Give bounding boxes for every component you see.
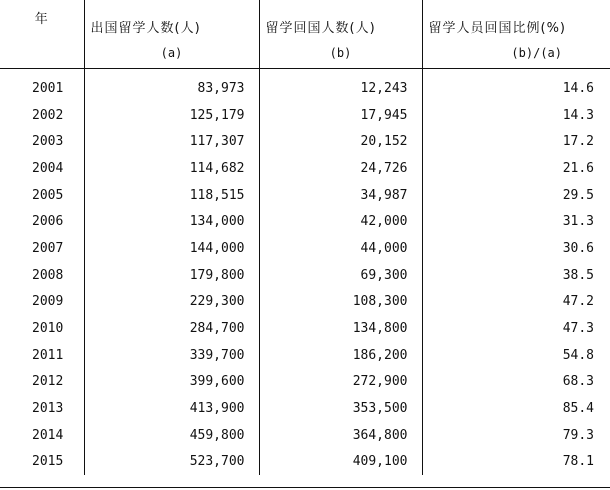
year-cell: 2003 <box>32 134 64 150</box>
year-cell: 2002 <box>32 107 64 123</box>
outbound-cell: 125,179 <box>84 102 259 129</box>
table-row <box>0 208 610 235</box>
returned-cell: 186,200 <box>259 342 422 369</box>
year-cell: 2009 <box>32 294 64 310</box>
outbound-cell: 117,307 <box>84 128 259 155</box>
returned-cell: 409,100 <box>259 449 422 476</box>
year-cell: 2014 <box>32 427 64 443</box>
table-row <box>0 262 610 289</box>
year-cell: 2005 <box>32 187 64 203</box>
returned-cell: 20,152 <box>259 128 422 155</box>
ratio-cell: 79.3 <box>422 422 610 449</box>
returned-cell: 353,500 <box>259 395 422 422</box>
returned-cell: 44,000 <box>259 235 422 262</box>
table-row <box>0 289 610 316</box>
outbound-cell: 134,000 <box>84 208 259 235</box>
outbound-cell: 114,682 <box>84 155 259 182</box>
ratio-cell: 30.6 <box>422 235 610 262</box>
returned-cell: 34,987 <box>259 182 422 209</box>
ratio-cell: 68.3 <box>422 369 610 396</box>
ratio-cell: 31.3 <box>422 208 610 235</box>
ratio-cell: 54.8 <box>422 342 610 369</box>
header-year-sub-empty <box>0 38 84 69</box>
outbound-cell: 399,600 <box>84 369 259 396</box>
table-row <box>0 182 610 209</box>
returned-cell: 24,726 <box>259 155 422 182</box>
ratio-cell: 14.6 <box>422 69 610 102</box>
header-returned: 留学回国人数(人) <box>259 0 422 38</box>
table-bottom-rule <box>0 487 610 488</box>
year-cell: 2011 <box>32 347 64 363</box>
year-cell: 2001 <box>32 80 64 96</box>
ratio-cell: 47.3 <box>422 315 610 342</box>
returned-cell: 12,243 <box>259 69 422 102</box>
table-row <box>0 422 610 449</box>
outbound-cell: 459,800 <box>84 422 259 449</box>
outbound-cell: 144,000 <box>84 235 259 262</box>
year-cell: 2012 <box>32 374 64 390</box>
ratio-cell: 17.2 <box>422 128 610 155</box>
outbound-cell: 523,700 <box>84 449 259 476</box>
ratio-cell: 78.1 <box>422 449 610 476</box>
outbound-cell: 83,973 <box>84 69 259 102</box>
table-row <box>0 102 610 129</box>
outbound-cell: 229,300 <box>84 289 259 316</box>
returned-cell: 42,000 <box>259 208 422 235</box>
table-row <box>0 128 610 155</box>
table-row <box>0 342 610 369</box>
returned-cell: 108,300 <box>259 289 422 316</box>
year-cell: 2010 <box>32 321 64 337</box>
outbound-cell: 118,515 <box>84 182 259 209</box>
year-cell: 2006 <box>32 214 64 230</box>
year-cell: 2013 <box>32 401 64 417</box>
header-row-main <box>0 0 610 38</box>
header-outbound-sub: (a) <box>84 38 259 69</box>
outbound-cell: 179,800 <box>84 262 259 289</box>
ratio-cell: 29.5 <box>422 182 610 209</box>
table-row <box>0 235 610 262</box>
table-row <box>0 155 610 182</box>
ratio-cell: 14.3 <box>422 102 610 129</box>
year-cell: 2004 <box>32 160 64 176</box>
header-outbound: 出国留学人数(人) <box>84 0 259 38</box>
ratio-cell: 21.6 <box>422 155 610 182</box>
outbound-cell: 339,700 <box>84 342 259 369</box>
ratio-cell: 85.4 <box>422 395 610 422</box>
outbound-cell: 284,700 <box>84 315 259 342</box>
returned-cell: 134,800 <box>259 315 422 342</box>
table-body <box>0 69 610 476</box>
header-year: 年 <box>34 12 49 27</box>
ratio-cell: 38.5 <box>422 262 610 289</box>
year-cell: 2007 <box>32 240 64 256</box>
table-row <box>0 315 610 342</box>
year-cell: 2008 <box>32 267 64 283</box>
outbound-cell: 413,900 <box>84 395 259 422</box>
returned-cell: 272,900 <box>259 369 422 396</box>
year-cell: 2015 <box>32 454 64 470</box>
returned-cell: 364,800 <box>259 422 422 449</box>
table-row <box>0 69 610 102</box>
returned-cell: 17,945 <box>259 102 422 129</box>
returned-cell: 69,300 <box>259 262 422 289</box>
table-row <box>0 449 610 476</box>
table-row <box>0 395 610 422</box>
header-row-sub <box>0 38 610 69</box>
ratio-cell: 47.2 <box>422 289 610 316</box>
header-ratio-sub: (b)/(a) <box>422 38 610 69</box>
table-row <box>0 369 610 396</box>
table-header <box>0 0 610 69</box>
header-returned-sub: (b) <box>259 38 422 69</box>
header-ratio: 留学人员回国比例(%) <box>422 0 610 38</box>
